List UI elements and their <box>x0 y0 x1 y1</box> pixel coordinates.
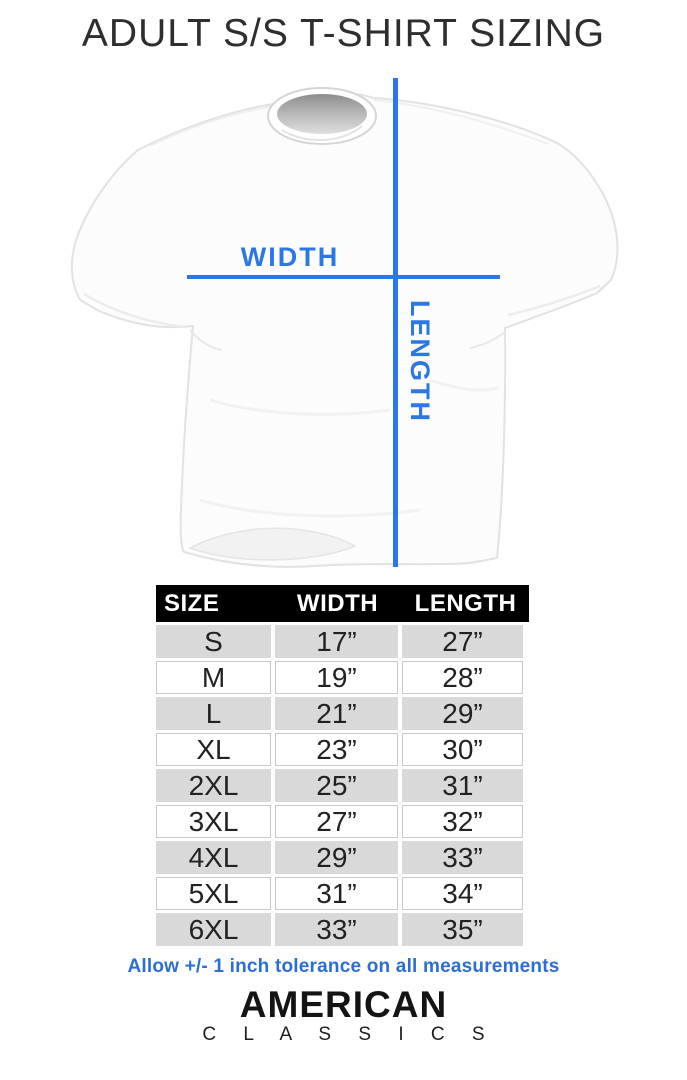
cell-length: 28” <box>402 661 523 694</box>
cell-width: 29” <box>275 841 398 874</box>
brand-subname: C L A S S I C S <box>202 1024 496 1045</box>
brand-name: AMERICAN <box>239 984 448 1025</box>
column-header-length: LENGTH <box>414 590 517 617</box>
cell-width: 31” <box>275 877 398 910</box>
tshirt-photo <box>0 80 687 580</box>
table-row <box>156 661 529 694</box>
column-header-size: SIZE <box>164 590 220 617</box>
table-row <box>156 913 529 946</box>
cell-width: 21” <box>275 697 398 730</box>
brand-logo <box>0 986 687 1046</box>
cell-size: 5XL <box>156 877 271 910</box>
cell-size: XL <box>156 733 271 766</box>
cell-width: 19” <box>275 661 398 694</box>
table-row <box>156 841 529 874</box>
collar-opening <box>277 94 367 134</box>
tshirt-measurement-diagram <box>0 80 687 580</box>
cell-width: 17” <box>275 625 398 658</box>
table-row <box>156 769 529 802</box>
table-row <box>156 625 529 658</box>
table-row <box>156 877 529 910</box>
cell-length: 31” <box>402 769 523 802</box>
length-measure-line <box>393 78 398 567</box>
cell-width: 27” <box>275 805 398 838</box>
cell-length: 35” <box>402 913 523 946</box>
cell-size: L <box>156 697 271 730</box>
cell-size: 4XL <box>156 841 271 874</box>
cell-length: 27” <box>402 625 523 658</box>
table-row <box>156 733 529 766</box>
length-label: LENGTH <box>405 300 435 423</box>
cell-length: 30” <box>402 733 523 766</box>
cell-width: 33” <box>275 913 398 946</box>
cell-length: 32” <box>402 805 523 838</box>
cell-size: 2XL <box>156 769 271 802</box>
size-chart-table <box>156 585 529 946</box>
cell-size: S <box>156 625 271 658</box>
cell-length: 34” <box>402 877 523 910</box>
page-title: ADULT S/S T-SHIRT SIZING <box>81 12 606 55</box>
table-header-row <box>156 585 529 622</box>
cell-length: 33” <box>402 841 523 874</box>
table-row <box>156 697 529 730</box>
cell-size: M <box>156 661 271 694</box>
cell-width: 25” <box>275 769 398 802</box>
cell-size: 6XL <box>156 913 271 946</box>
column-header-width: WIDTH <box>296 590 379 617</box>
cell-width: 23” <box>275 733 398 766</box>
table-row <box>156 805 529 838</box>
tolerance-note: Allow +/- 1 inch tolerance on all measurements <box>127 956 560 977</box>
cell-length: 29” <box>402 697 523 730</box>
width-label: WIDTH <box>240 242 340 272</box>
cell-size: 3XL <box>156 805 271 838</box>
width-measure-line <box>187 275 500 279</box>
